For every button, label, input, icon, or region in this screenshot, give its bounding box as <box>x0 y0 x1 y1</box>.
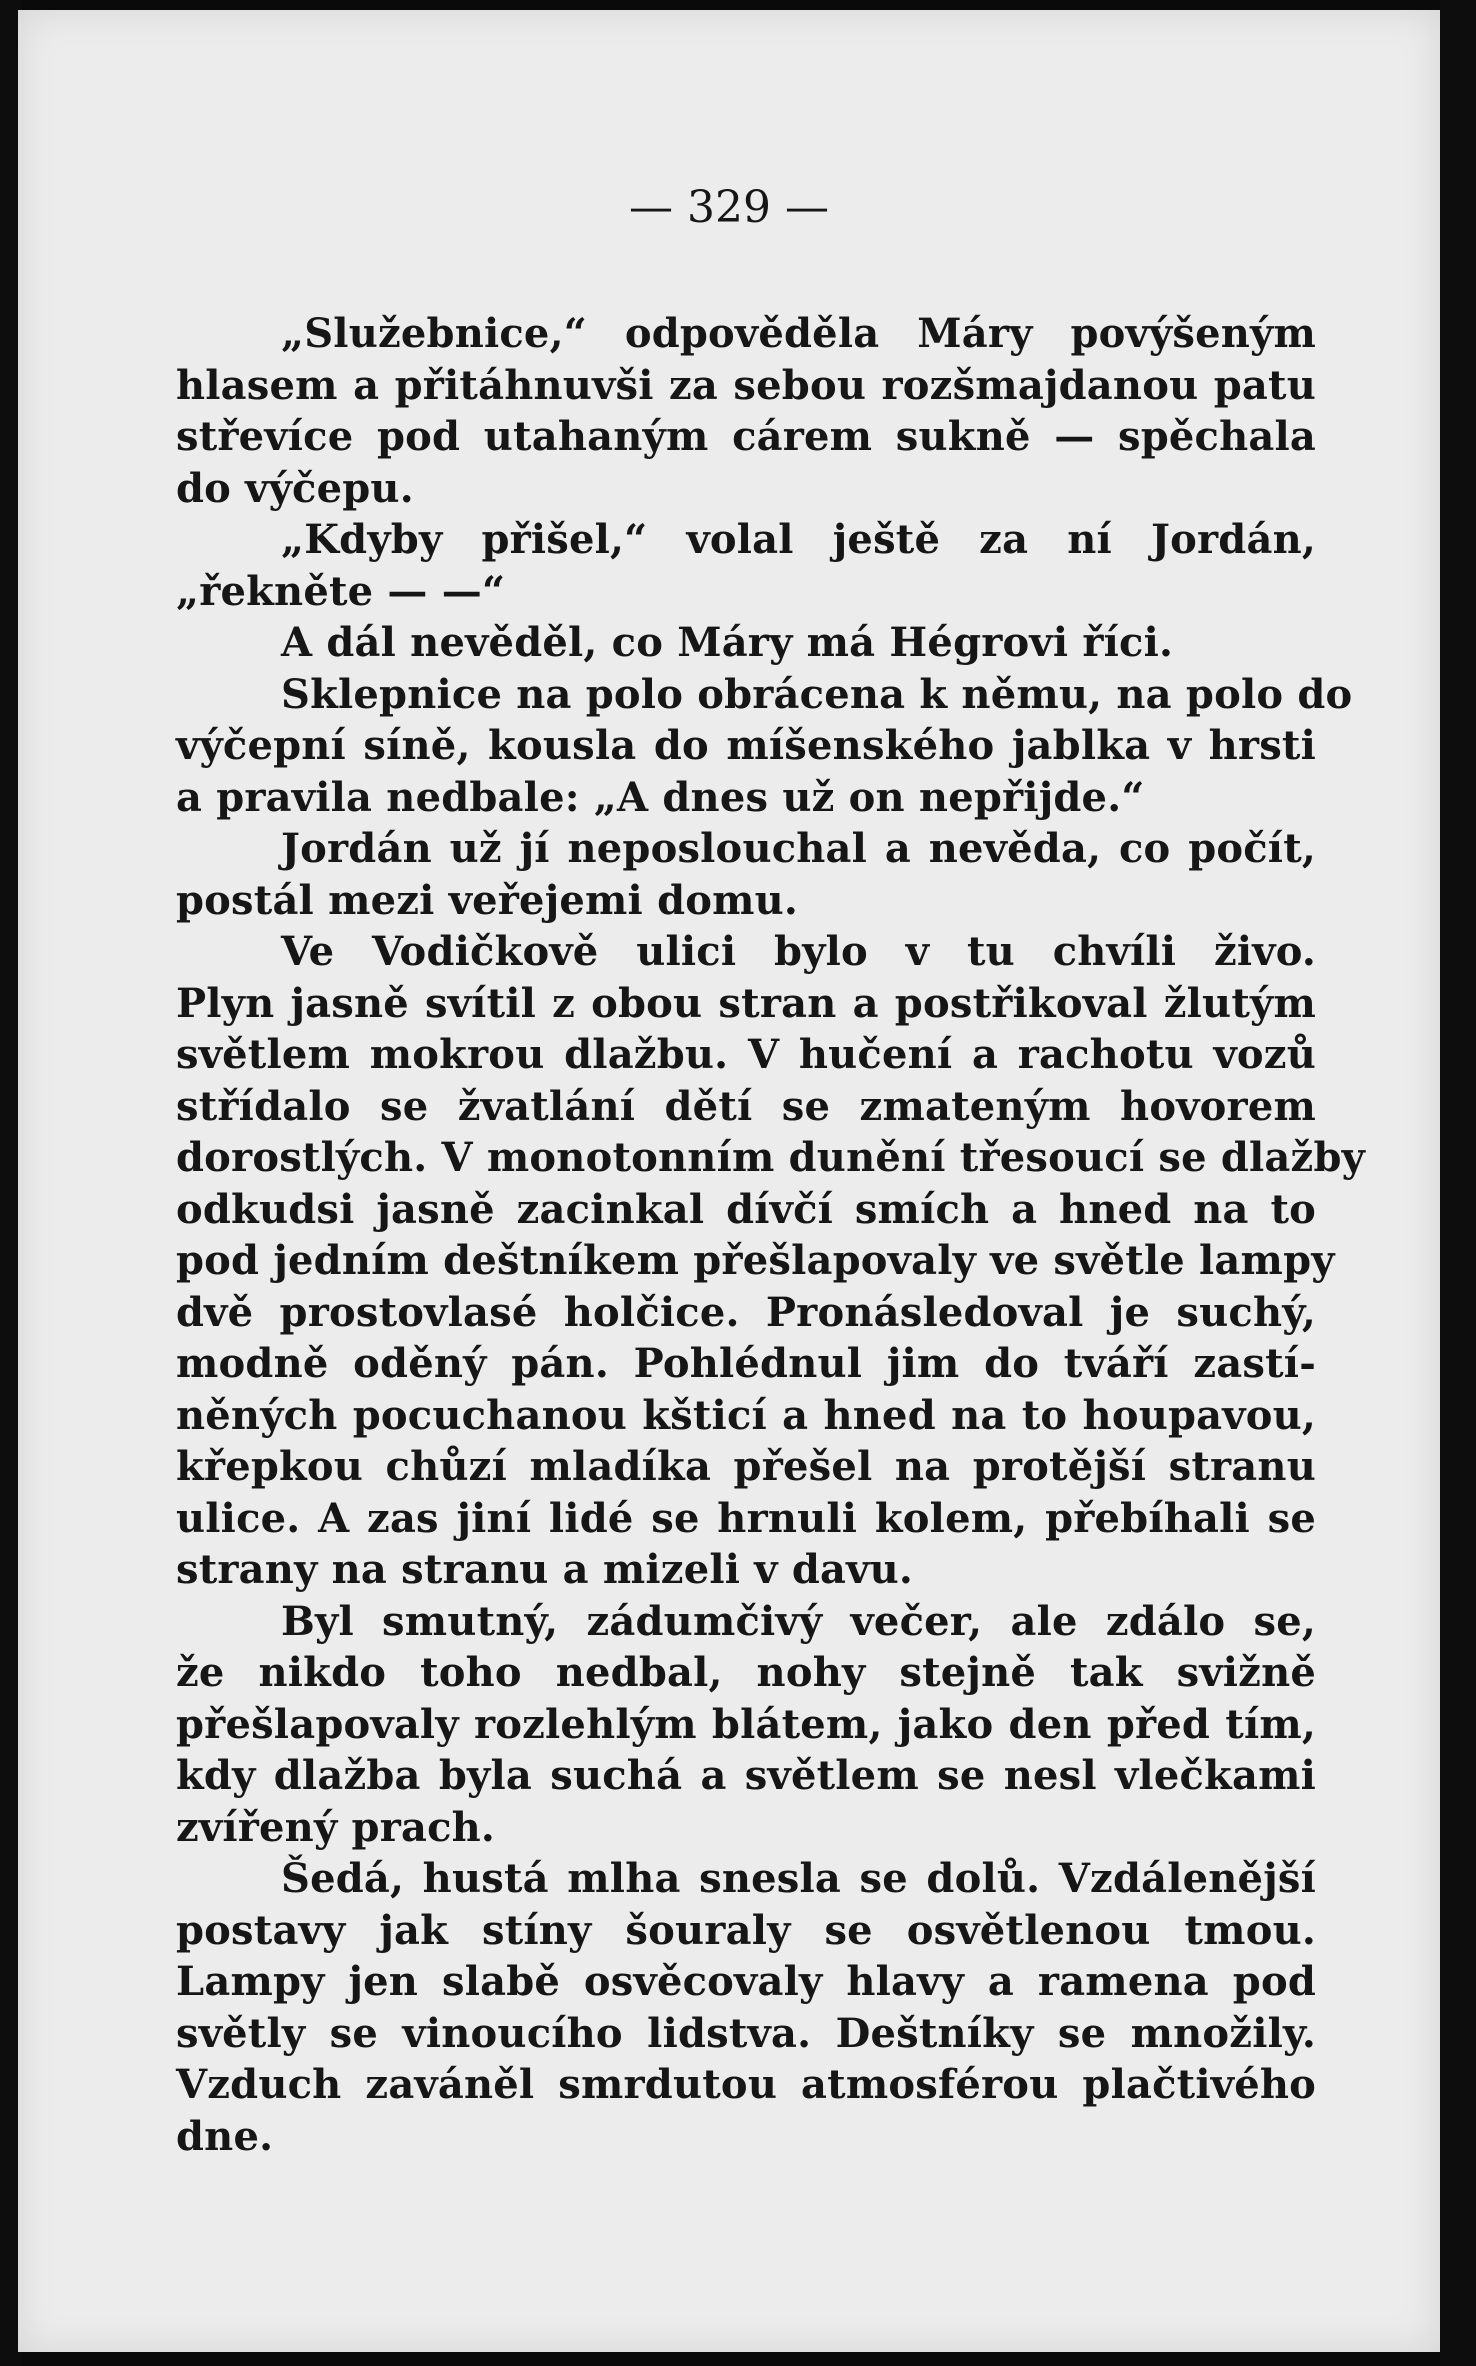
text-line: Byl smutný, zádumčivý večer, ale zdálo se, <box>281 1597 1316 1645</box>
text-line: Ve Vodičkově ulici bylo v tu chvíli živo. <box>281 928 1316 975</box>
text-line: Sklepnice na polo obrácena k němu, na polo do <box>281 670 1353 718</box>
text-line: a pravila nedbale: „A dnes už on nepřijde.“ <box>176 773 1145 821</box>
text-line: odkudsi jasně zacinkal dívčí smích a hned na to <box>176 1185 1316 1233</box>
text-line: střevíce pod utahaným cárem sukně — spěchala <box>176 413 1316 460</box>
text-line: zvířený prach. <box>176 1803 496 1851</box>
text-line: A dál nevěděl, co Máry má Hégrovi říci. <box>281 619 1174 666</box>
text-line: postavy jak stíny šouraly se osvětlenou tmou. <box>176 1906 1316 1954</box>
text-line: že nikdo toho nedbal, nohy stejně tak svižně <box>176 1649 1316 1696</box>
text-line: dne. <box>176 2112 274 2160</box>
text-line: ulice. A zas jiní lidé se hrnuli kolem, přebíhali se <box>176 1494 1316 1542</box>
book-page <box>18 10 1440 2352</box>
text-line: modně oděný pán. Pohlédnul jim do tváří zastí- <box>176 1340 1316 1387</box>
text-line: pod jedním deštníkem přešlapovaly ve světle lampy <box>176 1237 1335 1284</box>
text-line: Jordán už jí neposlouchal a nevěda, co počít, <box>281 825 1316 872</box>
text-line: Plyn jasně svítil z obou stran a postřikoval žlutým <box>176 979 1316 1027</box>
text-line: Lampy jen slabě osvěcovaly hlavy a ramena pod <box>176 1958 1316 2005</box>
text-line: „Služebnice,“ odpověděla Máry povýšeným <box>281 310 1316 357</box>
text-line: Vzduch zaváněl smrdutou atmosférou plačtivého <box>176 2061 1316 2108</box>
text-line: něných pocuchanou kšticí a hned na to houpavou, <box>176 1391 1316 1439</box>
text-line: do výčepu. <box>176 464 414 512</box>
text-line: dvě prostovlasé holčice. Pronásledoval je suchý, <box>176 1288 1316 1336</box>
text-line: kdy dlažba byla suchá a světlem se nesl vlečkami <box>176 1752 1316 1799</box>
text-line: přešlapovaly rozlehlým blátem, jako den před tím, <box>176 1700 1316 1748</box>
text-line: Šedá, hustá mlha snesla se dolů. Vzdálenější <box>281 1855 1316 1902</box>
page-number: — 329 — <box>629 182 829 233</box>
text-line: křepkou chůzí mladíka přešel na protější stranu <box>176 1443 1316 1490</box>
text-line: „řekněte — —“ <box>176 567 506 615</box>
text-line: dorostlých. V monotonním dunění třesoucí se dlažby <box>176 1134 1366 1181</box>
text-line: hlasem a přitáhnuvši za sebou rozšmajdanou patu <box>176 361 1316 409</box>
text-line: střídalo se žvatlání dětí se zmateným hovorem <box>176 1082 1316 1130</box>
text-line: světlem mokrou dlažbu. V hučení a rachotu vozů <box>176 1031 1316 1078</box>
text-line: strany na stranu a mizeli v davu. <box>176 1546 913 1593</box>
text-line: světly se vinoucího lidstva. Deštníky se množily. <box>176 2009 1316 2057</box>
scan-edge-right <box>1440 0 1476 2366</box>
body-text <box>176 308 1366 2162</box>
text-line: „Kdyby přišel,“ volal ještě za ní Jordán, <box>281 516 1316 563</box>
text-line: výčepní síně, kousla do míšenského jablka v hrsti <box>176 722 1316 769</box>
text-line: postál mezi veřejemi domu. <box>176 876 799 924</box>
